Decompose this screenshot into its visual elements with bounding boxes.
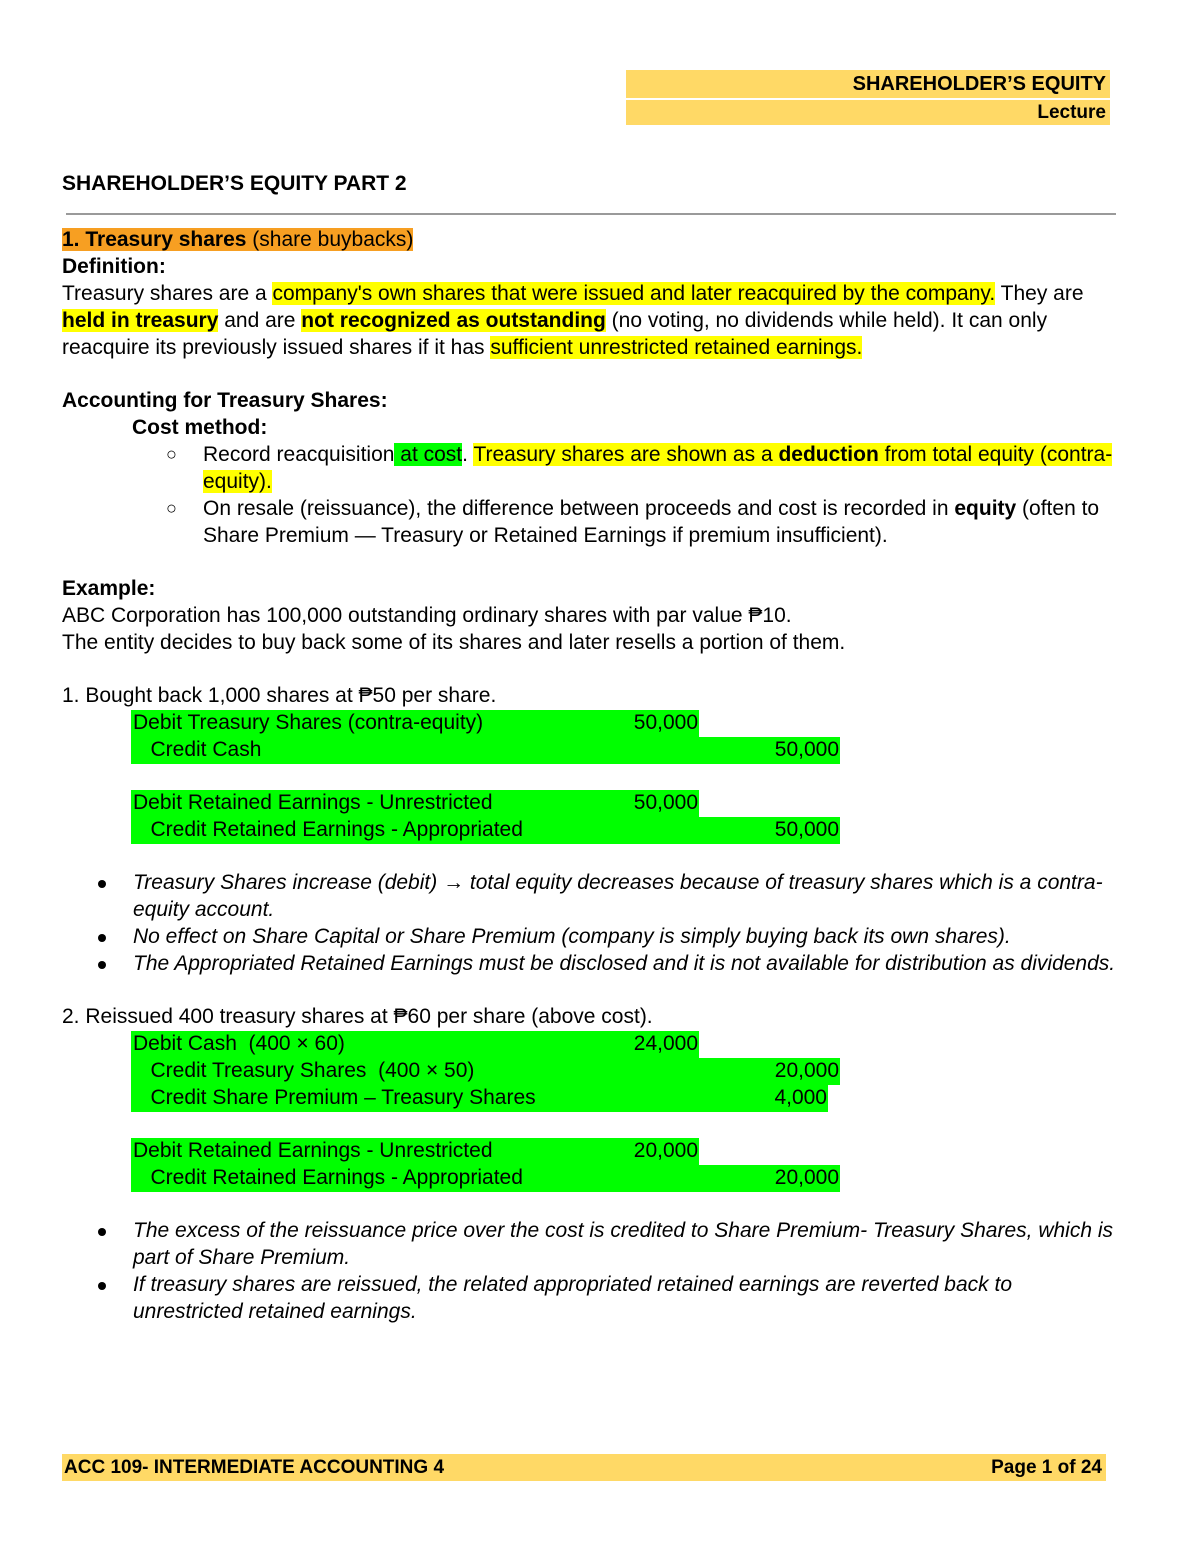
cost-method-label bbox=[62, 414, 1122, 441]
debit-amount: 20,000 bbox=[633, 1139, 698, 1162]
def-bold-2: not recognized as outstanding bbox=[301, 309, 606, 332]
account-name: Debit Retained Earnings - Unrestricted bbox=[133, 1139, 493, 1162]
list-item bbox=[62, 1271, 1122, 1325]
bullet-text: The excess of the reissuance price over the cost is credited to Share Premium- Treasury Shares, which is part of Share Premium. bbox=[133, 1219, 1114, 1269]
journal-row bbox=[131, 736, 1122, 763]
item2-bold: equity bbox=[954, 497, 1017, 520]
page-footer bbox=[62, 1454, 1106, 1481]
circle-bullet-icon: ○ bbox=[166, 444, 177, 464]
def-text-2: They are bbox=[1000, 282, 1084, 305]
bullet-icon bbox=[98, 1228, 106, 1236]
definition-label bbox=[62, 253, 1122, 280]
step-1: 1. Bought back 1,000 shares at ₱50 per share. bbox=[62, 684, 497, 707]
journal-row bbox=[131, 816, 1122, 843]
item1-text: Record reacquisition bbox=[203, 443, 395, 466]
definition-label-text: Definition: bbox=[62, 255, 166, 278]
journal-entry-3 bbox=[62, 1030, 1122, 1111]
item2-text: On resale (reissuance), the difference between proceeds and cost is recorded in bbox=[203, 497, 955, 520]
header-subtitle: Lecture bbox=[626, 100, 1110, 125]
bullet-text: The Appropriated Retained Earnings must be disclosed and it is not available for distribution as dividends. bbox=[133, 952, 1116, 975]
list-item bbox=[62, 923, 1122, 950]
debit-amount: 50,000 bbox=[633, 791, 698, 814]
list-item bbox=[62, 441, 1122, 495]
header-title: SHAREHOLDER’S EQUITY bbox=[626, 70, 1110, 98]
def-bold-1: held in treasury bbox=[62, 309, 219, 332]
footer-page-number: Page 1 of 24 bbox=[991, 1457, 1102, 1478]
document-body bbox=[62, 226, 1122, 1325]
account-name: Credit Retained Earnings - Appropriated bbox=[133, 1166, 523, 1189]
def-highlight-1: company's own shares that were issued and later reacquired by the company. bbox=[272, 282, 996, 305]
page-title: SHAREHOLDER’S EQUITY PART 2 bbox=[62, 172, 407, 195]
credit-amount: 4,000 bbox=[774, 1086, 827, 1109]
journal-row bbox=[131, 1030, 1122, 1057]
notes-list-2 bbox=[62, 1217, 1122, 1325]
account-name: Credit Share Premium – Treasury Shares bbox=[133, 1086, 536, 1109]
circle-bullet-icon: ○ bbox=[166, 498, 177, 518]
section-heading-main: 1. Treasury shares bbox=[62, 228, 247, 251]
section-heading-paren: (share buybacks) bbox=[246, 228, 414, 251]
list-item bbox=[62, 495, 1122, 549]
item1-green: at cost bbox=[394, 443, 463, 466]
def-text-4: (no voting, no dividends while held). It can only reacquire its previously issued shares if it has bbox=[62, 309, 1048, 359]
account-name: Credit Treasury Shares (400 × 50) bbox=[133, 1059, 475, 1082]
step-2: 2. Reissued 400 treasury shares at ₱60 per share (above cost). bbox=[62, 1005, 653, 1028]
cost-method-text: Cost method: bbox=[132, 416, 268, 439]
footer-course: ACC 109- INTERMEDIATE ACCOUNTING 4 bbox=[64, 1457, 445, 1478]
def-text-3: and are bbox=[218, 309, 302, 332]
definition-paragraph bbox=[62, 280, 1122, 361]
item1-yellow-bold: deduction bbox=[778, 443, 879, 466]
bullet-text: No effect on Share Capital or Share Premium (company is simply buying back its own shares). bbox=[133, 925, 1011, 948]
notes-list-1 bbox=[62, 869, 1122, 977]
credit-amount: 20,000 bbox=[774, 1166, 839, 1189]
journal-entry-2 bbox=[62, 789, 1122, 843]
credit-amount: 50,000 bbox=[774, 818, 839, 841]
item1-text-b: . bbox=[462, 443, 474, 466]
journal-row bbox=[131, 1084, 1122, 1111]
accounting-heading-text: Accounting for Treasury Shares: bbox=[62, 389, 388, 412]
journal-row bbox=[131, 1164, 1122, 1191]
item1-yellow-2: from total equity (contra-equity). bbox=[203, 443, 1113, 493]
bullet-icon bbox=[98, 880, 106, 888]
example-line-2: The entity decides to buy back some of its shares and later resells a portion of them. bbox=[62, 631, 846, 654]
list-item bbox=[62, 950, 1122, 977]
item1-yellow-1: Treasury shares are shown as a bbox=[473, 443, 779, 466]
journal-entry-1 bbox=[62, 709, 1122, 763]
def-highlight-2: sufficient unrestricted retained earnings. bbox=[490, 336, 863, 359]
debit-amount: 50,000 bbox=[633, 711, 698, 734]
journal-row bbox=[131, 1057, 1122, 1084]
list-item bbox=[62, 1217, 1122, 1271]
debit-amount: 24,000 bbox=[633, 1032, 698, 1055]
divider bbox=[66, 213, 1116, 215]
account-name: Debit Cash (400 × 60) bbox=[133, 1032, 345, 1055]
bullet-icon bbox=[98, 934, 106, 942]
bullet-text: If treasury shares are reissued, the related appropriated retained earnings are reverted back to unrestricted retained earnings. bbox=[133, 1273, 1012, 1323]
example-label-text: Example: bbox=[62, 577, 156, 600]
example-label bbox=[62, 575, 1122, 602]
account-name: Debit Retained Earnings - Unrestricted bbox=[133, 791, 493, 814]
bullet-icon bbox=[98, 1282, 106, 1290]
example-line-1: ABC Corporation has 100,000 outstanding ordinary shares with par value ₱10. bbox=[62, 604, 792, 627]
credit-amount: 50,000 bbox=[774, 738, 839, 761]
journal-row bbox=[131, 789, 1122, 816]
journal-row bbox=[131, 709, 1122, 736]
def-text-1: Treasury shares are a bbox=[62, 282, 273, 305]
bullet-icon bbox=[98, 961, 106, 969]
section-heading bbox=[62, 226, 1122, 253]
bullet-text: Treasury Shares increase (debit) → total equity decreases because of treasury shares which is a contra-equity account. bbox=[133, 871, 1103, 921]
journal-row bbox=[131, 1137, 1122, 1164]
accounting-heading bbox=[62, 387, 1122, 414]
journal-entry-4 bbox=[62, 1137, 1122, 1191]
list-item bbox=[62, 869, 1122, 923]
account-name: Debit Treasury Shares (contra-equity) bbox=[133, 711, 484, 734]
item2-text-c: (often to Share Premium — Treasury or Retained Earnings if premium insufficient). bbox=[203, 497, 1100, 547]
account-name: Credit Cash bbox=[133, 738, 262, 761]
account-name: Credit Retained Earnings - Appropriated bbox=[133, 818, 523, 841]
credit-amount: 20,000 bbox=[774, 1059, 839, 1082]
